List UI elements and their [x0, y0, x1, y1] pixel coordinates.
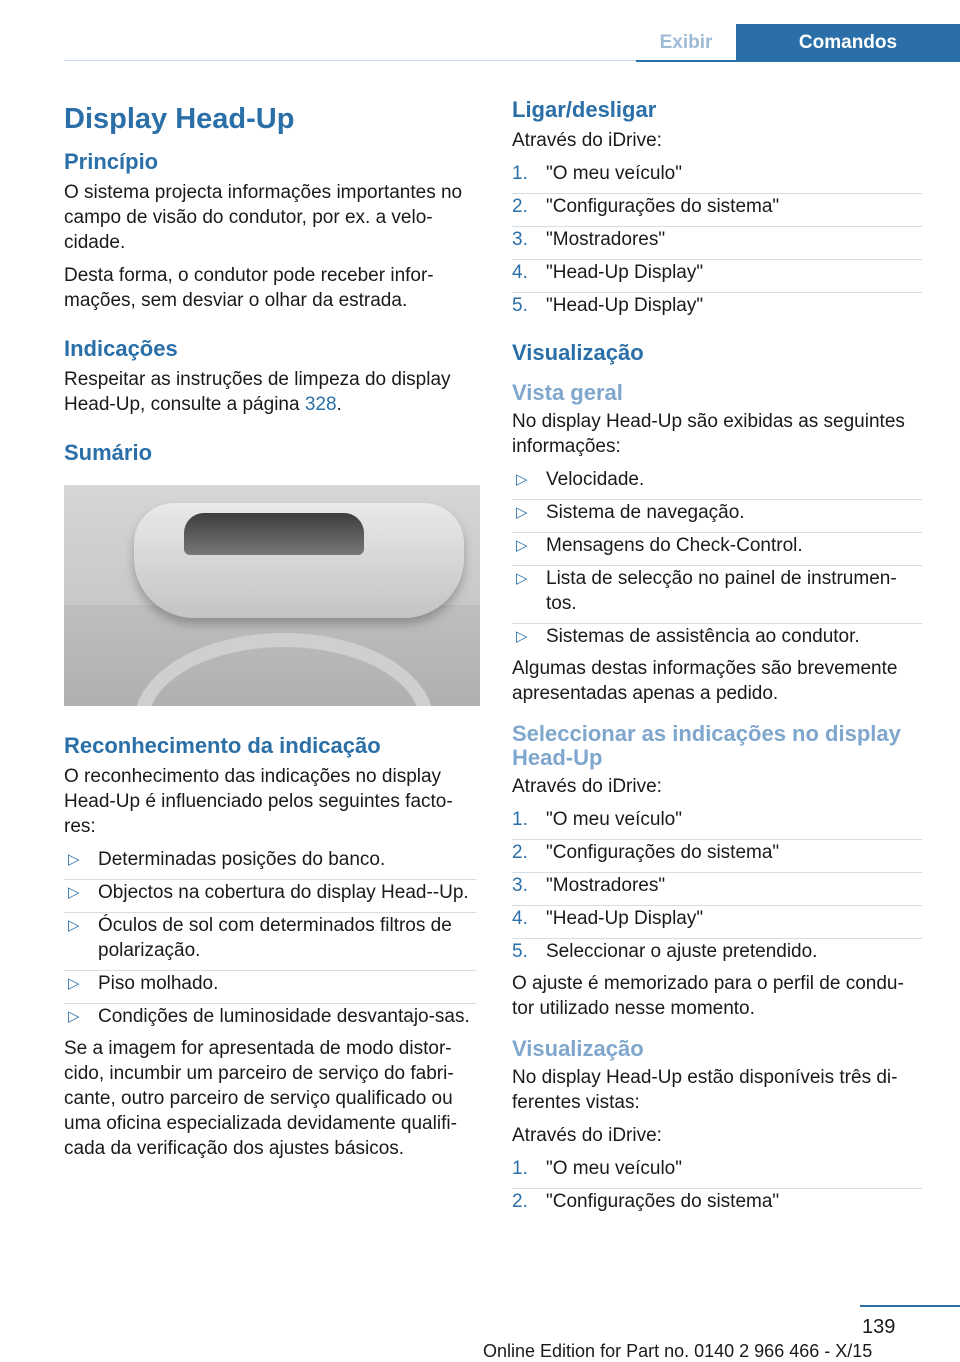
list-item: 1. "O meu veículo": [512, 809, 682, 830]
list-item: 5. "Head-Up Display": [512, 292, 922, 318]
edition-note: Online Edition for Part no. 0140 2 966 466 - X/15: [483, 1341, 873, 1361]
indicacoes-paragraph: [64, 367, 476, 417]
list-item: ▷ Condições de luminosidade desvantajo-sas.: [64, 1003, 476, 1029]
subheading-seleccionar: Seleccionar as indicações no display Head-Up: [512, 721, 901, 770]
principio-paragraph-1: O sistema projecta informações importantes no campo de visão do condutor, por ex. a velo-cidade.: [64, 182, 463, 253]
subheading-vista-geral: Vista geral: [512, 380, 623, 405]
list-item: 3. "Mostradores": [512, 872, 922, 898]
section-heading-sumario: Sumário: [64, 440, 153, 465]
list-item: 1. "O meu veículo": [512, 1158, 682, 1179]
section-heading-reconhecimento: Reconhecimento da indicação: [64, 733, 381, 758]
page-title: Display Head-Up: [64, 103, 295, 135]
list-item: 5. Seleccionar o ajuste pretendido.: [512, 938, 922, 964]
list-item: 4. "Head-Up Display": [512, 259, 922, 285]
triangle-bullet-icon: ▷: [516, 504, 528, 521]
list-item: ▷ Mensagens do Check-Control.: [512, 532, 922, 558]
section-heading-indicacoes: Indicações: [64, 336, 178, 361]
triangle-bullet-icon: ▷: [68, 1008, 80, 1025]
ligar-steps: [512, 161, 922, 318]
visualizacao-paragraph-2: Através do iDrive:: [512, 1125, 662, 1146]
tab-exibir[interactable]: Exibir: [636, 24, 736, 61]
vista-geral-intro: No display Head-Up são exibidas as seguintes informações:: [512, 411, 905, 457]
seleccionar-steps: [512, 807, 922, 964]
ligar-intro: Através do iDrive:: [512, 130, 662, 151]
reconhecimento-list: [64, 847, 476, 1029]
list-item: 4. "Head-Up Display": [512, 905, 922, 931]
header-divider-accent: [636, 60, 960, 62]
list-item: ▷ Piso molhado.: [64, 970, 476, 996]
tab-comandos[interactable]: Comandos: [736, 24, 960, 61]
triangle-bullet-icon: ▷: [516, 471, 528, 488]
header-tabs: [636, 24, 960, 61]
list-item: ▷ Velocidade.: [516, 469, 645, 490]
reconhecimento-outro: Se a imagem for apresentada de modo distor-cido, incumbir um parceiro de serviço do fabri-cante, outro parceiro de serviço qualificado ou uma oficina especializada devidamente qualifi-cada da verificação dos ajustes básicos.: [64, 1038, 457, 1159]
seleccionar-outro: O ajuste é memorizado para o perfil de condu-tor utilizado nesse momento.: [512, 973, 904, 1019]
hud-projector-window: [184, 513, 364, 555]
triangle-bullet-icon: ▷: [516, 570, 528, 587]
header-divider: [64, 60, 636, 61]
right-column: [512, 96, 922, 1221]
list-item: 2. "Configurações do sistema": [512, 193, 922, 219]
list-item: ▷ Objectos na cobertura do display Head--Up.: [64, 879, 476, 905]
principio-paragraph-2: Desta forma, o condutor pode receber infor-mações, sem desviar o olhar da estrada.: [64, 265, 434, 311]
triangle-bullet-icon: ▷: [68, 884, 80, 901]
left-column: [64, 96, 476, 1169]
footer-divider: [860, 1305, 960, 1307]
list-item: 2. "Configurações do sistema": [512, 839, 922, 865]
head-up-display-photo: [64, 485, 480, 706]
list-item: ▷ Sistemas de assistência ao condutor.: [512, 623, 922, 649]
triangle-bullet-icon: ▷: [516, 628, 528, 645]
subheading-visualizacao: Visualização: [512, 1036, 644, 1061]
list-item: ▷ Sistema de navegação.: [512, 499, 922, 525]
indicacoes-text: Respeitar as instruções de limpeza do display Head-Up, consulte a página: [64, 369, 451, 415]
list-item: 1. "O meu veículo": [512, 163, 682, 184]
visualizacao-steps: [512, 1156, 922, 1214]
triangle-bullet-icon: ▷: [68, 851, 80, 868]
list-item: ▷ Óculos de sol com determinados filtros de polarização.: [64, 912, 476, 963]
page-link-328[interactable]: 328: [304, 394, 337, 415]
triangle-bullet-icon: ▷: [68, 975, 80, 992]
vista-geral-outro: Algumas destas informações são brevemente apresentadas apenas a pedido.: [512, 658, 898, 704]
triangle-bullet-icon: ▷: [68, 917, 80, 934]
section-heading-visualizacao: Visualização: [512, 340, 644, 365]
seleccionar-intro: Através do iDrive:: [512, 776, 662, 797]
list-item: ▷ Determinadas posições do banco.: [68, 849, 386, 870]
section-heading-ligar: Ligar/desligar: [512, 97, 657, 122]
visualizacao-paragraph-1: No display Head-Up estão disponíveis três di-ferentes vistas:: [512, 1067, 898, 1113]
list-item: 2. "Configurações do sistema": [512, 1188, 922, 1214]
reconhecimento-intro: O reconhecimento das indicações no display Head-Up é influenciado pelos seguintes facto-res:: [64, 766, 453, 837]
section-heading-principio: Princípio: [64, 149, 159, 174]
triangle-bullet-icon: ▷: [516, 537, 528, 554]
indicacoes-text-end: .: [336, 394, 342, 415]
vista-geral-list: [512, 467, 922, 649]
page-number: 139: [862, 1316, 896, 1338]
list-item: 3. "Mostradores": [512, 226, 922, 252]
list-item: ▷ Lista de selecção no painel de instrumen-tos.: [512, 565, 922, 616]
